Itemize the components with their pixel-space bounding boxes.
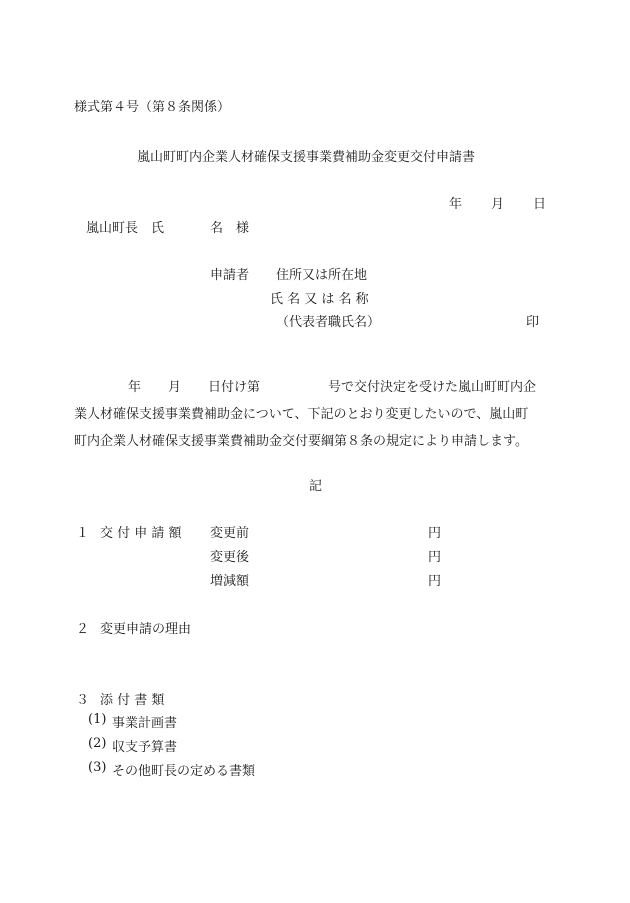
body-line-3: 町内企業人材確保支援事業費補助金交付要綱第８条の規定により申請します。 xyxy=(74,434,528,449)
section1-number: １ xyxy=(76,526,90,541)
attachment-text-2: 収支予算書 xyxy=(112,740,178,755)
amount-unit-before: 円 xyxy=(428,526,442,541)
date-year: 年 xyxy=(449,197,463,212)
section2-number: ２ xyxy=(76,622,90,637)
body-date-no: 日付け第 xyxy=(208,380,261,395)
request-body xyxy=(74,374,560,455)
amount-label-before: 変更前 xyxy=(210,526,250,541)
applicant-label: 申請者 xyxy=(210,268,250,283)
attachment-num-2: (2) xyxy=(88,736,107,751)
attachment-item-1 xyxy=(88,712,178,731)
section3-label: 添 付 書 類 xyxy=(100,693,165,708)
body-line-1 xyxy=(74,374,560,401)
amount-unit-after: 円 xyxy=(428,550,442,565)
amount-unit-diff: 円 xyxy=(428,574,442,589)
ki-heading: 記 xyxy=(309,479,323,494)
applicant-address-label: 住所又は所在地 xyxy=(276,268,368,283)
body-line-1-rest: 号で交付決定を受けた嵐山町町内企 xyxy=(328,380,537,395)
attachment-text-1: 事業計画書 xyxy=(112,716,178,731)
date-line xyxy=(449,193,547,212)
amount-label-after: 変更後 xyxy=(210,550,250,565)
section1-label: 交 付 申 請 額 xyxy=(100,526,182,541)
date-day: 日 xyxy=(533,197,547,212)
attachment-num-1: (1) xyxy=(88,712,107,727)
date-month: 月 xyxy=(491,197,505,212)
attachment-num-3: (3) xyxy=(88,760,107,775)
body-year: 年 xyxy=(128,380,142,395)
applicant-name-label: 氏 名 又 は 名 称 xyxy=(270,292,369,307)
body-line-2: 業人材確保支援事業費補助金について、下記のとおり変更したいので、嵐山町 xyxy=(74,407,529,422)
form-number: 様式第４号（第８条関係） xyxy=(74,100,231,115)
applicant-representative-label: （代表者職氏名） xyxy=(276,315,381,330)
attachment-item-2 xyxy=(88,736,178,755)
section3-number: ３ xyxy=(76,693,90,708)
section2-label: 変更申請の理由 xyxy=(100,622,192,637)
attachment-item-3 xyxy=(88,760,256,779)
amount-label-diff: 増減額 xyxy=(210,574,250,589)
attachment-text-3: その他町長の定める書類 xyxy=(112,764,256,779)
document-title: 嵐山町町内企業人材確保支援事業費補助金変更交付申請書 xyxy=(137,150,476,165)
addressee-honorific: 名 様 xyxy=(210,221,250,236)
seal-mark: 印 xyxy=(526,315,540,330)
body-month: 月 xyxy=(168,380,182,395)
addressee-name: 嵐山町長 氏 xyxy=(86,221,165,236)
